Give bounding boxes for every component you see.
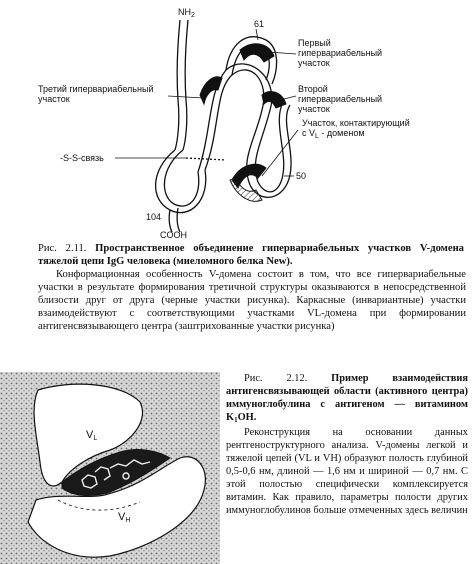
residue-104-label: 104 <box>146 212 162 222</box>
paragraph-reconstruction: Реконструкция на основании данных рентгеноструктурного анализа. V-домены легкой и тяжелой цепей (VL и VH) образуют полость глубиной 0,5-0,6 нм, длиной — 1,6 нм и шириной — 0,7 нм. С этой полостью специфически комплексируется витамин. Как правило, параметры полости других иммуноглобулинов больше отмеченных здесь величин <box>226 427 468 516</box>
paragraph-conformation: Конформационная особенность V-домена состоит в том, что все гипервариабельные участки в результате формирования третичной структуры оказываются в непосредственной близости друг от друга (черные участки рисунка). Каркасные (инвариантные) участки взаимодействуют с соответствующими участками VL-домена при формировании антигенсвязывающего центра (заштрихованные участки рисунка) <box>38 269 466 333</box>
figure-2-11-caption: Рис. 2.11. Пространственное объединение гипервариабельных участков V-домена тяжелой цепи IgG человека (миеломного белка New). <box>38 243 464 267</box>
residue-50-label: 50 <box>296 171 307 181</box>
cooh-label: COOH <box>160 230 187 240</box>
hypervariable-regions <box>200 44 286 188</box>
third-hypervariable-region <box>200 77 222 104</box>
contact-region-label: Участок, контактирующий с $V_L$ - доменом <box>302 118 410 140</box>
figure-2-12-caption: Рис. 2.12. Пример взаимодействия антигенсвязывающей области (активного центра) иммуноглобулина с антигеном — витамином $K_1OH$. <box>226 373 468 424</box>
nh2-label: $NH_2$ <box>178 7 195 19</box>
residue-61-label: 61 <box>254 19 265 29</box>
ss-bond-label: -S-S-связь <box>60 153 104 163</box>
third-hypervariable-label: Третий гипервариабельный участок <box>38 84 154 104</box>
vl-label: $V_L$ <box>86 429 98 442</box>
vh-label: $V_H$ <box>118 511 131 524</box>
second-hypervariable-label: Второй гипервариабельный участок <box>298 84 383 114</box>
first-hypervariable-region <box>240 44 274 62</box>
first-hypervariable-label: Первый гипервариабельный участок <box>298 38 383 68</box>
figure-2-12 <box>0 372 220 564</box>
figure-2-11 <box>0 0 474 240</box>
binding-site-illustration <box>0 372 220 564</box>
